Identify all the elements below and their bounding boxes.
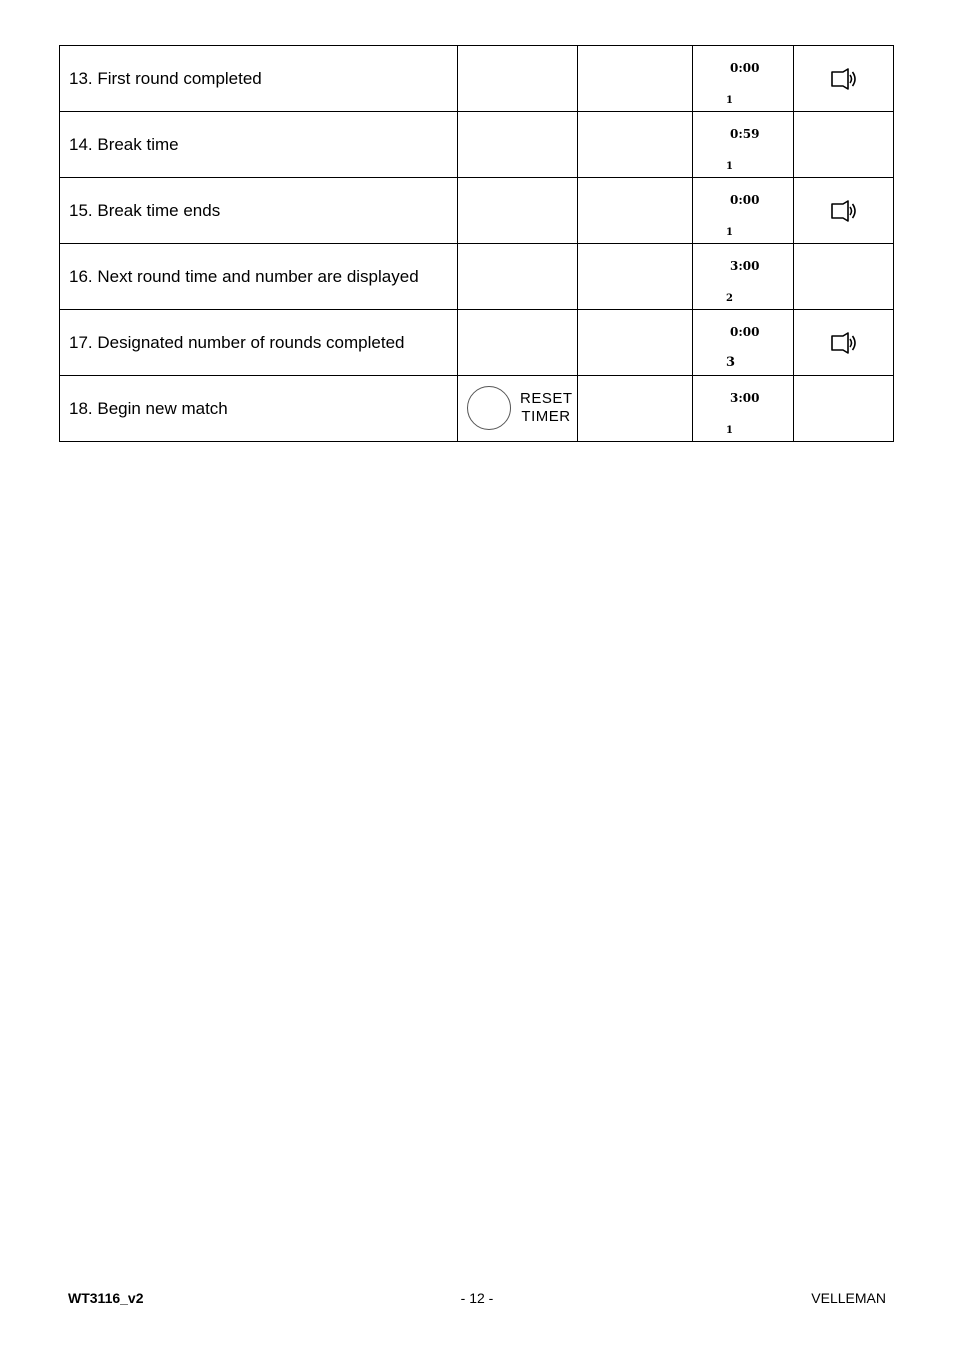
speaker-sound-icon <box>830 200 858 222</box>
display-cell <box>693 178 794 244</box>
empty-cell <box>578 112 693 178</box>
table-row <box>60 310 894 376</box>
table-row <box>60 244 894 310</box>
step-description: 13. First round completed <box>60 46 458 112</box>
empty-cell <box>578 178 693 244</box>
step-description: 16. Next round time and number are displayed <box>60 244 458 310</box>
display-cell <box>693 376 794 442</box>
step-description: 14. Break time <box>60 112 458 178</box>
buzzer-cell <box>794 178 894 244</box>
buzzer-cell <box>794 376 894 442</box>
button-cell <box>458 112 578 178</box>
display-round: 1 <box>726 95 733 106</box>
speaker-sound-icon <box>830 68 858 90</box>
display-round: 1 <box>726 227 733 238</box>
display-cell <box>693 46 794 112</box>
display-round: 2 <box>726 293 733 304</box>
display-cell <box>693 244 794 310</box>
display-time: 0:00 <box>730 325 760 339</box>
footer-brand: VELLEMAN <box>811 1290 886 1306</box>
display-cell <box>693 112 794 178</box>
button-cell <box>458 376 578 442</box>
display-round: 1 <box>726 161 733 172</box>
empty-cell <box>578 46 693 112</box>
buzzer-cell <box>794 112 894 178</box>
reset-timer-label <box>520 390 572 426</box>
display-time: 3:00 <box>730 391 760 405</box>
buzzer-cell <box>794 310 894 376</box>
table-row <box>60 112 894 178</box>
button-label-line2: TIMER <box>521 408 571 425</box>
table-row <box>60 178 894 244</box>
steps-table <box>59 45 894 442</box>
button-cell <box>458 244 578 310</box>
round-button-icon <box>467 386 511 430</box>
footer-model: WT3116_v2 <box>68 1290 144 1306</box>
footer-page-number: - 12 - <box>460 1290 494 1306</box>
table-row <box>60 46 894 112</box>
step-description: 18. Begin new match <box>60 376 458 442</box>
speaker-sound-icon <box>830 332 858 354</box>
buzzer-cell <box>794 46 894 112</box>
table-row <box>60 376 894 442</box>
button-label-line1: RESET <box>520 390 573 407</box>
display-cell <box>693 310 794 376</box>
display-round: 3 <box>726 355 736 370</box>
button-cell <box>458 46 578 112</box>
display-round: 1 <box>726 425 733 436</box>
empty-cell <box>578 244 693 310</box>
empty-cell <box>578 376 693 442</box>
display-time: 0:59 <box>730 127 760 141</box>
display-time: 3:00 <box>730 259 760 273</box>
step-description: 15. Break time ends <box>60 178 458 244</box>
step-description: 17. Designated number of rounds completed <box>60 310 458 376</box>
buzzer-cell <box>794 244 894 310</box>
display-time: 0:00 <box>730 193 760 207</box>
display-time: 0:00 <box>730 61 760 75</box>
button-cell <box>458 178 578 244</box>
button-cell <box>458 310 578 376</box>
empty-cell <box>578 310 693 376</box>
